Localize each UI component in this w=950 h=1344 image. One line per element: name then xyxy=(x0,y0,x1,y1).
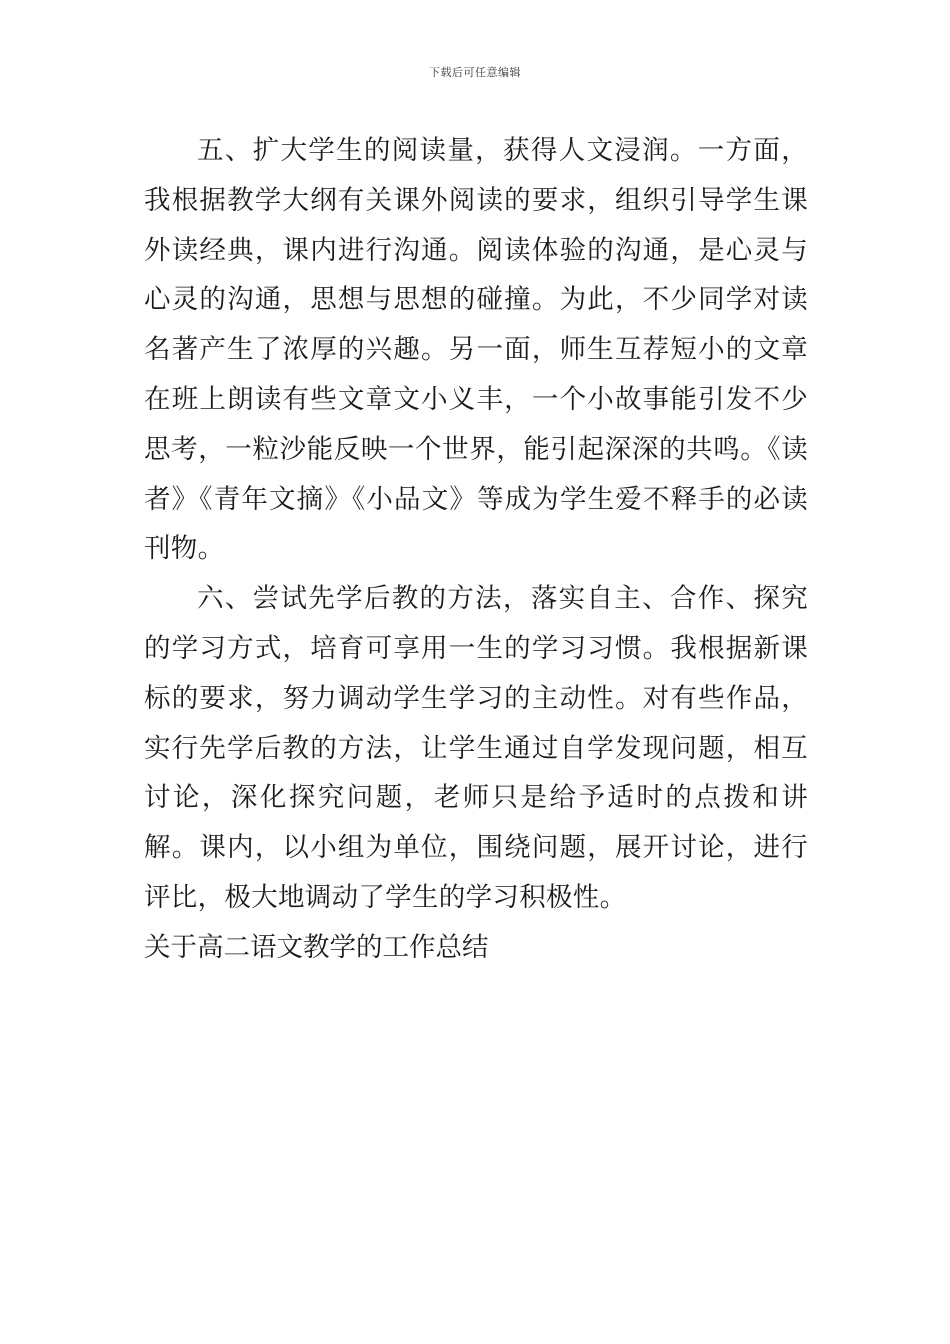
document-body xyxy=(144,126,808,973)
page-header-note: 下载后可任意编辑 xyxy=(429,66,521,79)
next-section-title: 关于高二语文教学的工作总结 xyxy=(144,931,489,963)
paragraph-six: 六、尝试先学后教的方法，落实自主、合作、探究的学习方式，培育可享用一生的学习习惯。我根据新课标的要求，努力调动学生学习的主动性。对有些作品，实行先学后教的方法，让学生通过自学发现问题，相互讨论，深化探究问题，老师只是给予适时的点拨和讲解。课内，以小组为单位，围绕问题，展开讨论，进行评比，极大地调动了学生的学习积极性。 xyxy=(144,583,808,913)
paragraph-five: 五、扩大学生的阅读量，获得人文浸润。一方面，我根据教学大纲有关课外阅读的要求，组织引导学生课外读经典，课内进行沟通。阅读体验的沟通，是心灵与心灵的沟通，思想与思想的碰撞。为此，不少同学对读名著产生了浓厚的兴趣。另一面，师生互荐短小的文章在班上朗读有些文章文小义丰，一个小故事能引发不少思考，一粒沙能反映一个世界，能引起深深的共鸣。《读者》《青年文摘》《小品文》等成为学生爱不释手的必读刊物。 xyxy=(144,135,808,565)
